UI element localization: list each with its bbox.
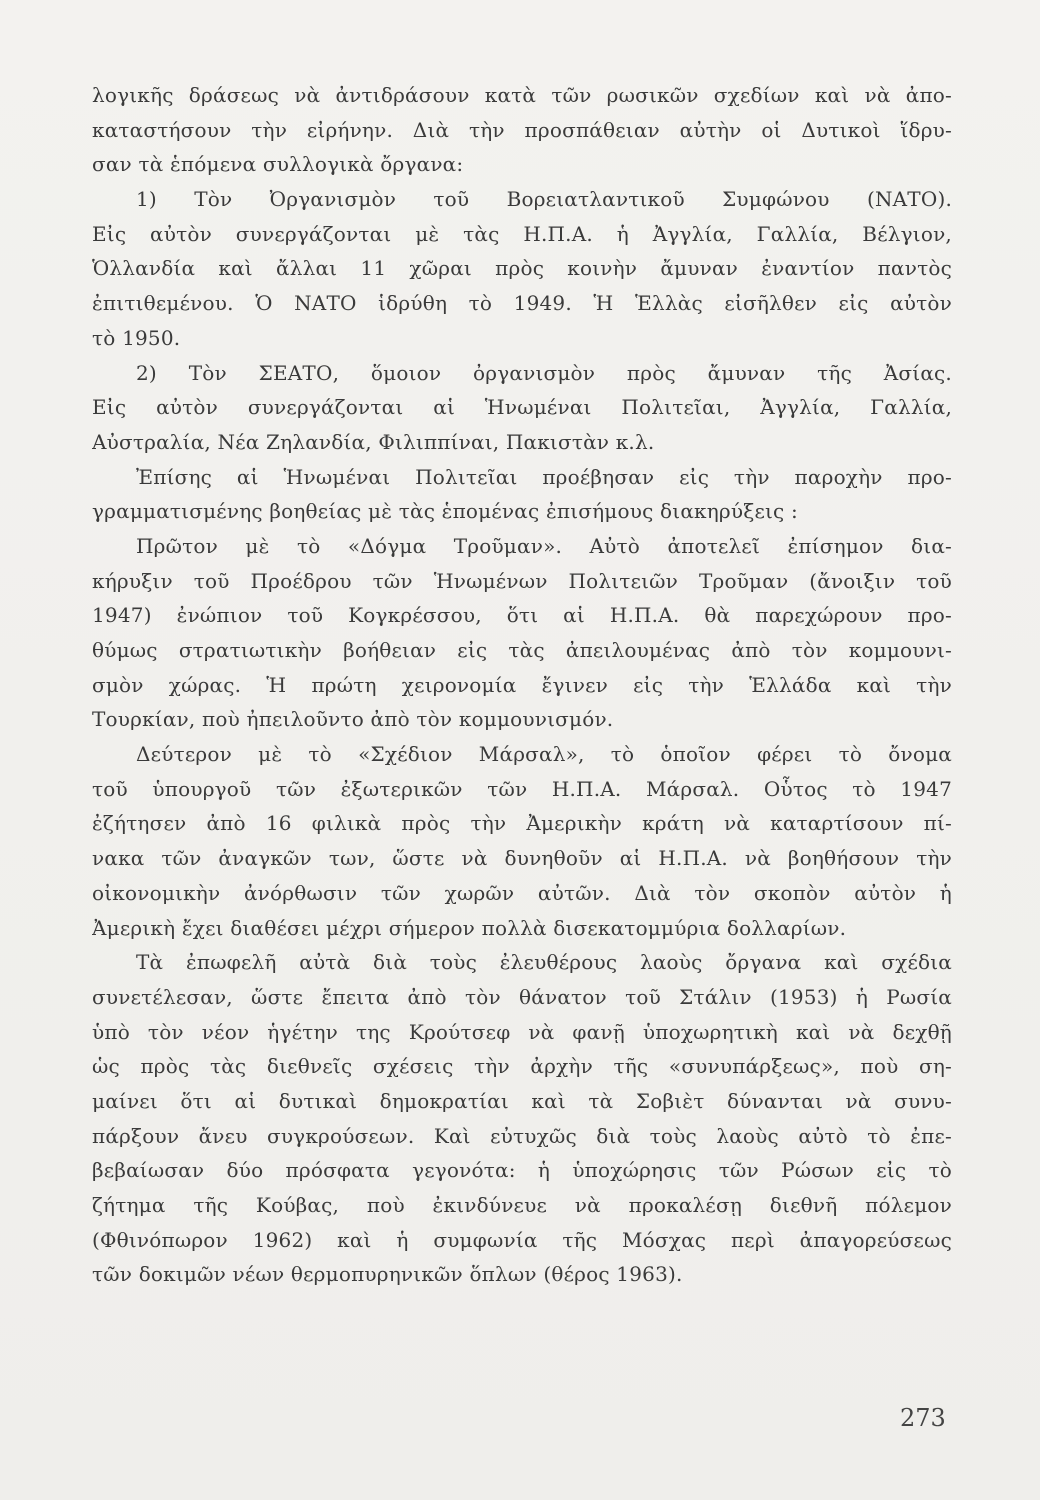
text-line: πάρξουν ἄνευ συγκρούσεων. Καὶ εὐτυχῶς διὰ τοὺς λαοὺς αὐτὸ τὸ ἐπε- [92, 1123, 952, 1148]
text-line: τοῦ ὑπουργοῦ τῶν ἐξωτερικῶν τῶν Η.Π.Α. Μάρσαλ. Οὗτος τὸ 1947 [92, 776, 952, 801]
page-number: 273 [900, 1404, 946, 1432]
text-line: 1947) ἐνώπιον τοῦ Κογκρέσσου, ὅτι αἱ Η.Π.Α. θὰ παρεχώρουν προ- [92, 603, 952, 628]
text-line: Τὰ ἐπωφελῆ αὐτὰ διὰ τοὺς ἐλευθέρους λαοὺς ὄργανα καὶ σχέδια [136, 950, 952, 975]
text-line: Ἐπίσης αἱ Ἡνωμέναι Πολιτεῖαι προέβησαν εἰς τὴν παροχὴν προ- [136, 464, 952, 489]
text-line: (Φθινόπωρον 1962) καὶ ἡ συμφωνία τῆς Μόσχας περὶ ἀπαγορεύσεως [92, 1227, 952, 1252]
text-line: Ὁλλανδία καὶ ἄλλαι 11 χῶραι πρὸς κοινὴν ἄμυναν ἐναντίον παντὸς [92, 256, 952, 281]
text-line: γραμματισμένης βοηθείας μὲ τὰς ἑπομένας ἐπισήμους διακηρύξεις : [92, 499, 798, 524]
text-line: ζήτημα τῆς Κούβας, ποὺ ἐκινδύνευε νὰ προκαλέσῃ διεθνῆ πόλεμον [92, 1193, 952, 1217]
text-line: Εἰς αὐτὸν συνεργάζονται μὲ τὰς Η.Π.Α. ἡ Ἀγγλία, Γαλλία, Βέλγιον, [92, 221, 952, 246]
text-line: συνετέλεσαν, ὥστε ἔπειτα ἀπὸ τὸν θάνατον τοῦ Στάλιν (1953) ἡ Ρωσία [92, 984, 952, 1009]
text-line: Εἰς αὐτὸν συνεργάζονται αἱ Ἡνωμέναι Πολιτεῖαι, Ἀγγλία, Γαλλία, [92, 395, 952, 420]
text-line: μαίνει ὅτι αἱ δυτικαὶ δημοκρατίαι καὶ τὰ Σοβιὲτ δύνανται νὰ συνυ- [92, 1088, 952, 1113]
text-line: 2) Τὸν ΣΕΑΤΟ, ὅμοιον ὀργανισμὸν πρὸς ἄμυναν τῆς Ἀσίας. [136, 360, 952, 385]
text-line: οἰκονομικὴν ἀνόρθωσιν τῶν χωρῶν αὐτῶν. Διὰ τὸν σκοπὸν αὐτὸν ἡ [92, 880, 952, 905]
text-line: τῶν δοκιμῶν νέων θερμοπυρηνικῶν ὅπλων (θέρος 1963). [92, 1262, 683, 1287]
text-line: ἐζήτησεν ἀπὸ 16 φιλικὰ πρὸς τὴν Ἀμερικὴν κράτη νὰ καταρτίσουν πί- [92, 811, 952, 836]
text-line: ἐπιτιθεμένου. Ὁ ΝΑΤΟ ἱδρύθη τὸ 1949. Ἡ Ἑλλὰς εἰσῆλθεν εἰς αὐτὸν [92, 291, 952, 316]
text-line: Τουρκίαν, ποὺ ἠπειλοῦντο ἀπὸ τὸν κομμουνισμόν. [92, 707, 614, 732]
text-line: ὑπὸ τὸν νέον ἡγέτην της Κρούτσεφ νὰ φανῇ ὑποχωρητικὴ καὶ νὰ δεχθῇ [92, 1019, 952, 1044]
text-line: σαν τὰ ἑπόμενα συλλογικὰ ὄργανα: [92, 152, 464, 177]
text-line: Αὐστραλία, Νέα Ζηλανδία, Φιλιππίναι, Πακιστὰν κ.λ. [92, 429, 655, 454]
text-line: Πρῶτον μὲ τὸ «Δόγμα Τροῦμαν». Αὐτὸ ἀποτελεῖ ἐπίσημον δια- [136, 533, 952, 558]
body-text [92, 78, 952, 1292]
text-line: ὡς πρὸς τὰς διεθνεῖς σχέσεις τὴν ἀρχὴν τῆς «συνυπάρξεως», ποὺ ση- [92, 1054, 952, 1079]
text-line: Ἀμερικὴ ἔχει διαθέσει μέχρι σήμερον πολλὰ δισεκατομμύρια δολλαρίων. [92, 915, 847, 940]
text-line: βεβαίωσαν δύο πρόσφατα γεγονότα: ἡ ὑποχώρησις τῶν Ρώσων εἰς τὸ [92, 1158, 952, 1183]
text-line: σμὸν χώρας. Ἡ πρώτη χειρονομία ἔγινεν εἰς τὴν Ἑλλάδα καὶ τὴν [92, 672, 952, 697]
text-line: καταστήσουν τὴν εἰρήνην. Διὰ τὴν προσπάθειαν αὐτὴν οἱ Δυτικοὶ ἵδρυ- [92, 117, 952, 142]
text-line: νακα τῶν ἀναγκῶν των, ὥστε νὰ δυνηθοῦν αἱ Η.Π.Α. νὰ βοηθήσουν τὴν [92, 846, 952, 871]
text-line: κήρυξιν τοῦ Προέδρου τῶν Ἡνωμένων Πολιτειῶν Τροῦμαν (ἄνοιξιν τοῦ [92, 568, 952, 593]
text-line: θύμως στρατιωτικὴν βοήθειαν εἰς τὰς ἀπειλουμένας ἀπὸ τὸν κομμουνι- [92, 638, 952, 662]
text-line: λογικῆς δράσεως νὰ ἀντιδράσουν κατὰ τῶν ρωσικῶν σχεδίων καὶ νὰ ἀπο- [92, 83, 952, 107]
text-line: τὸ 1950. [92, 325, 181, 350]
text-line: Δεύτερον μὲ τὸ «Σχέδιον Μάρσαλ», τὸ ὁποῖον φέρει τὸ ὄνομα [136, 742, 952, 767]
text-line: 1) Τὸν Ὀργανισμὸν τοῦ Βορειατλαντικοῦ Συμφώνου (ΝΑΤΟ). [136, 187, 952, 212]
